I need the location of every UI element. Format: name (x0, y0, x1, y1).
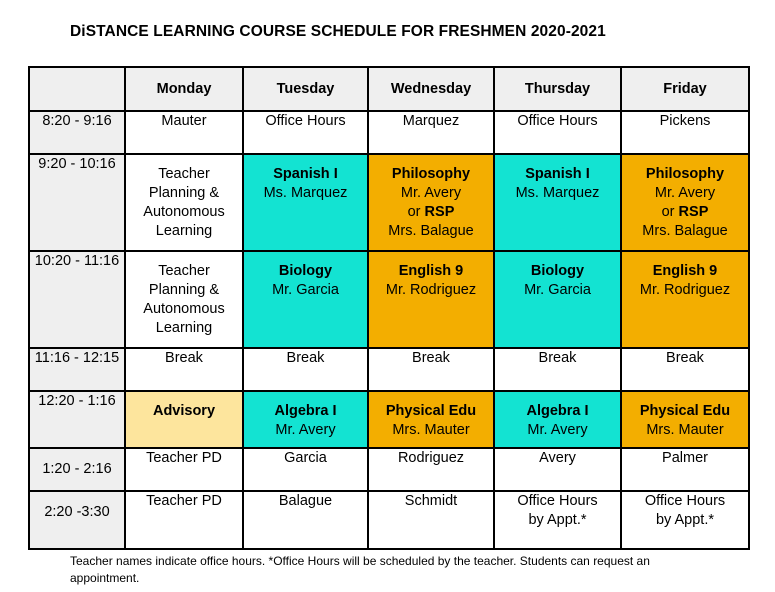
teacher-name: Mr. Garcia (272, 282, 339, 298)
schedule-cell (125, 348, 243, 391)
time-cell: 2:20 -3:30 (29, 491, 125, 549)
schedule-cell (125, 251, 243, 348)
alt-prefix: or (661, 204, 675, 220)
alt-prefix: or (407, 204, 421, 220)
class-cell (368, 154, 494, 251)
teacher-name: Mr. Avery (654, 185, 716, 201)
teacher-name: Mr. Avery (400, 185, 462, 201)
cell-text: Autonomous (143, 301, 225, 317)
schedule-cell (368, 491, 494, 549)
subject-name: English 9 (398, 263, 464, 279)
schedule-cell (494, 111, 621, 154)
schedule-cell (243, 348, 368, 391)
cell-text: Pickens (659, 113, 711, 129)
time-cell: 9:20 - 10:16 (29, 154, 125, 251)
subject-name: Advisory (152, 403, 216, 419)
schedule-cell (368, 111, 494, 154)
table-row (29, 111, 749, 154)
class-cell (125, 391, 243, 448)
cell-text: Break (412, 350, 450, 366)
subject-name: Philosophy (391, 166, 471, 182)
subject-name: Physical Edu (639, 403, 731, 419)
schedule-cell (494, 491, 621, 549)
alt-subject: RSP (424, 204, 455, 220)
cell-text: Planning & (148, 185, 220, 201)
day-header-wednesday: Wednesday (368, 67, 494, 111)
schedule-cell (494, 448, 621, 491)
teacher-name: Ms. Marquez (515, 185, 600, 201)
cell-text: Teacher PD (146, 450, 222, 466)
time-cell: 8:20 - 9:16 (29, 111, 125, 154)
schedule-cell (125, 111, 243, 154)
teacher-name: Mrs. Mauter (646, 422, 724, 438)
corner-cell (29, 67, 125, 111)
class-cell (621, 391, 749, 448)
cell-text: Teacher (158, 166, 210, 182)
subject-name: Biology (278, 263, 333, 279)
schedule-cell (368, 348, 494, 391)
teacher-name: Mr. Rodriguez (385, 282, 477, 298)
day-header-friday: Friday (621, 67, 749, 111)
schedule-cell (368, 448, 494, 491)
teacher-name: Mrs. Balague (388, 223, 474, 239)
class-cell (243, 154, 368, 251)
schedule-cell (621, 491, 749, 549)
teacher-name: Mr. Avery (527, 422, 588, 438)
table-row (29, 491, 749, 549)
cell-text: Avery (539, 450, 576, 466)
class-cell (494, 154, 621, 251)
page-title: DiSTANCE LEARNING COURSE SCHEDULE FOR FRESHMEN 2020-2021 (70, 23, 606, 40)
class-cell (621, 251, 749, 348)
subject-name: Physical Edu (385, 403, 477, 419)
day-header-monday: Monday (125, 67, 243, 111)
class-cell (494, 391, 621, 448)
cell-text: Teacher PD (146, 493, 222, 509)
alt-subject-line (622, 203, 748, 222)
table-row (29, 154, 749, 251)
cell-text: Office Hours (644, 493, 726, 509)
cell-text: Autonomous (143, 204, 225, 220)
cell-text: Break (165, 350, 203, 366)
cell-text: Planning & (148, 282, 220, 298)
schedule-cell (243, 111, 368, 154)
cell-text: Learning (155, 320, 213, 336)
class-cell (494, 251, 621, 348)
schedule-cell (243, 491, 368, 549)
schedule-cell (621, 348, 749, 391)
schedule-cell (125, 448, 243, 491)
table-row (29, 391, 749, 448)
class-cell (368, 391, 494, 448)
subject-name: Algebra I (274, 403, 337, 419)
schedule-cell (494, 348, 621, 391)
cell-text: Office Hours (517, 113, 598, 129)
teacher-name: Mr. Avery (275, 422, 336, 438)
schedule-cell (621, 111, 749, 154)
cell-text: Mauter (161, 113, 207, 129)
cell-text: Palmer (662, 450, 708, 466)
cell-text: Schmidt (404, 493, 458, 509)
teacher-name: Mr. Garcia (524, 282, 591, 298)
subject-name: Philosophy (645, 166, 725, 182)
schedule-cell (243, 448, 368, 491)
schedule-table (28, 66, 750, 550)
table-row (29, 251, 749, 348)
class-cell (368, 251, 494, 348)
class-cell (243, 251, 368, 348)
table-row (29, 448, 749, 491)
cell-text: Rodriguez (397, 450, 465, 466)
cell-text: Break (538, 350, 577, 366)
time-cell: 11:16 - 12:15 (29, 348, 125, 391)
day-header-tuesday: Tuesday (243, 67, 368, 111)
alt-subject-line (369, 203, 493, 222)
subject-name: Spanish I (525, 166, 590, 182)
table-row (29, 348, 749, 391)
class-cell (243, 391, 368, 448)
alt-subject: RSP (678, 204, 709, 220)
schedule-cell (125, 491, 243, 549)
teacher-name: Mrs. Mauter (392, 422, 470, 438)
cell-text: by Appt.* (655, 512, 715, 528)
cell-text: by Appt.* (528, 512, 587, 528)
cell-text: Learning (155, 223, 213, 239)
cell-text: Garcia (284, 450, 327, 466)
subject-name: Spanish I (273, 166, 338, 182)
day-header-thursday: Thursday (494, 67, 621, 111)
cell-text: Break (286, 350, 325, 366)
schedule-cell (621, 448, 749, 491)
schedule-cell (125, 154, 243, 251)
subject-name: Algebra I (526, 403, 589, 419)
cell-text: Marquez (402, 113, 460, 129)
cell-text: Office Hours (265, 113, 346, 129)
class-cell (621, 154, 749, 251)
subject-name: Biology (530, 263, 585, 279)
footnote: Teacher names indicate office hours. *Office Hours will be scheduled by the teacher. Students can request an appointment. (70, 554, 650, 585)
cell-text: Teacher (158, 263, 210, 279)
teacher-name: Ms. Marquez (263, 185, 348, 201)
cell-text: Break (666, 350, 704, 366)
header-row (29, 67, 749, 111)
teacher-name: Mrs. Balague (642, 223, 728, 239)
subject-name: English 9 (652, 263, 718, 279)
cell-text: Office Hours (517, 493, 598, 509)
time-cell: 12:20 - 1:16 (29, 391, 125, 448)
time-cell: 1:20 - 2:16 (29, 448, 125, 491)
teacher-name: Mr. Rodriguez (639, 282, 731, 298)
cell-text: Balague (278, 493, 333, 509)
time-cell: 10:20 - 11:16 (29, 251, 125, 348)
